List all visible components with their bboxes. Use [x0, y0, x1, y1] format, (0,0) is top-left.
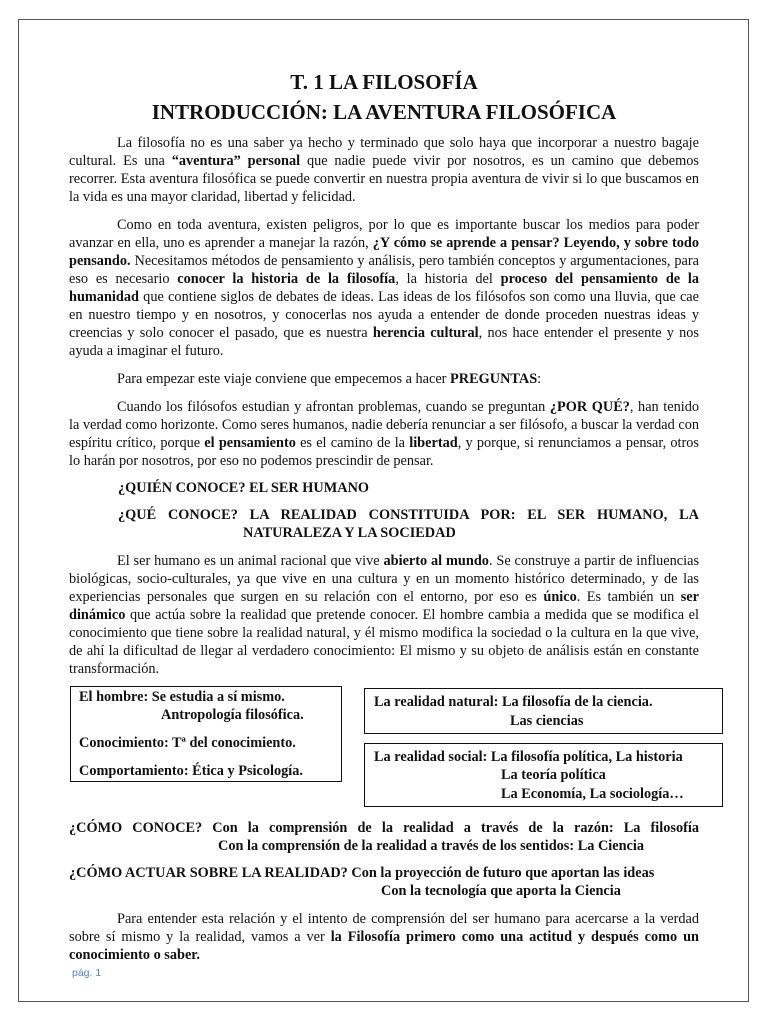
box-natural-reality	[364, 688, 723, 734]
box-natural-line2: Las ciencias	[510, 713, 584, 729]
question-how-know-line1: ¿CÓMO CONOCE? Con la comprensión de la realidad a través de la razón: La filosofía	[69, 820, 699, 836]
paragraph-adventure: Como en toda aventura, existen peligros, por lo que es importante buscar los medios para poder avanzar en ella, uno es aprender a manejar la razón, ¿Y cómo se aprende a pensar? Leyendo, y sobre todo pensando. Necesitamos métodos de pensamiento y análisis, pero también conceptos y argumentaciones, para eso es necesario conocer la historia de la filosofía, la historia del proceso del pensamiento de la humanidad que contiene siglos de debates de ideas. Las ideas de los filósofos son como una lluvia, que cae en nuestro tiempo y en nosotros, y conocerlas nos ayuda a entender de donde proceden nuestras ideas y creencias y solo conocer el pasado, que es nuestra herencia cultural, nos hace entender el presente y nos ayuda a imaginar el futuro.	[69, 217, 700, 359]
question-what-line1: ¿QUÉ CONOCE? LA REALIDAD CONSTITUIDA POR: EL SER HUMANO, LA	[118, 507, 699, 523]
question-what-line2: NATURALEZA Y LA SOCIEDAD	[243, 525, 456, 541]
question-how-act-line2: Con la tecnología que aporta la Ciencia	[381, 883, 621, 899]
box-social-line3: La Economía, La sociología…	[501, 786, 684, 802]
box-social-line1: La realidad social: La filosofía política, La historia	[374, 749, 683, 765]
document-title: T. 1 LA FILOSOFÍA	[290, 70, 478, 94]
page-number: pág. 1	[72, 967, 102, 979]
question-who: ¿QUIÉN CONOCE? EL SER HUMANO	[118, 480, 370, 496]
box-human-line3: Conocimiento: Tª del conocimiento.	[79, 735, 296, 751]
box-human-line4: Comportamiento: Ética y Psicología.	[79, 763, 303, 779]
question-how-act-line1: ¿CÓMO ACTUAR SOBRE LA REALIDAD? Con la proyección de futuro que aportan las ideas	[69, 865, 655, 881]
box-natural-line1: La realidad natural: La filosofía de la ciencia.	[374, 694, 653, 710]
box-human-line1: El hombre: Se estudia a sí mismo.	[79, 689, 285, 705]
document-subtitle: INTRODUCCIÓN: LA AVENTURA FILOSÓFICA	[151, 100, 617, 124]
paragraph-human-being: El ser humano es un animal racional que vive abierto al mundo. Se construye a partir de influencias biológicas, socio-culturales, ya que vive en una cultura y en un momento histórico determinado, y de las experiencias personales que surgen en su relación con el entorno, por eso es único. Es también un ser dinámico que actúa sobre la realidad que pretende conocer. El hombre cambia a medida que se modifica el conocimiento que tiene sobre la realidad natural, y él mismo modifica la sociedad o la cultura en la que vive, de ahí la dificultad de llegar al verdadero conocimiento: El mismo y su objeto de análisis están en constante transformación.	[69, 553, 700, 677]
box-human-line2: Antropología filosófica.	[161, 707, 304, 723]
paragraph-why: Cuando los filósofos estudian y afrontan problemas, cuando se preguntan ¿POR QUÉ?, han tenido la verdad como horizonte. Como seres humanos, nadie debería renunciar a ser filósofo, a buscar la verdad con espíritu crítico, porque el pensamiento es el camino de la libertad, y porque, si renunciamos a pensar, otros lo harán por nosotros, por eso no podemos prescindir de pensar.	[69, 399, 699, 469]
question-how-know-line2: Con la comprensión de la realidad a través de los sentidos: La Ciencia	[218, 838, 645, 854]
paragraph-intro: La filosofía no es una saber ya hecho y terminado que solo haya que incorporar a nuestro bagaje cultural. Es una “aventura” personal que nadie puede vivir por nosotros, es un camino que debemos recorrer. Esta aventura filosófica se puede convertir en nuestra propia aventura de vivir si lo que buscamos en la vida es una mayor claridad, libertad y felicidad.	[69, 135, 699, 205]
box-social-line2: La teoría política	[501, 767, 606, 783]
paragraph-conclusion: Para entender esta relación y el intento de comprensión del ser humano para acercarse a la verdad sobre sí mismo y la realidad, vamos a ver la Filosofía primero como una actitud y después como un conocimiento o saber.	[69, 911, 699, 963]
box-human	[70, 686, 342, 782]
paragraph-questions: Para empezar este viaje conviene que empecemos a hacer PREGUNTAS:	[117, 371, 542, 387]
box-social-reality	[364, 743, 723, 807]
